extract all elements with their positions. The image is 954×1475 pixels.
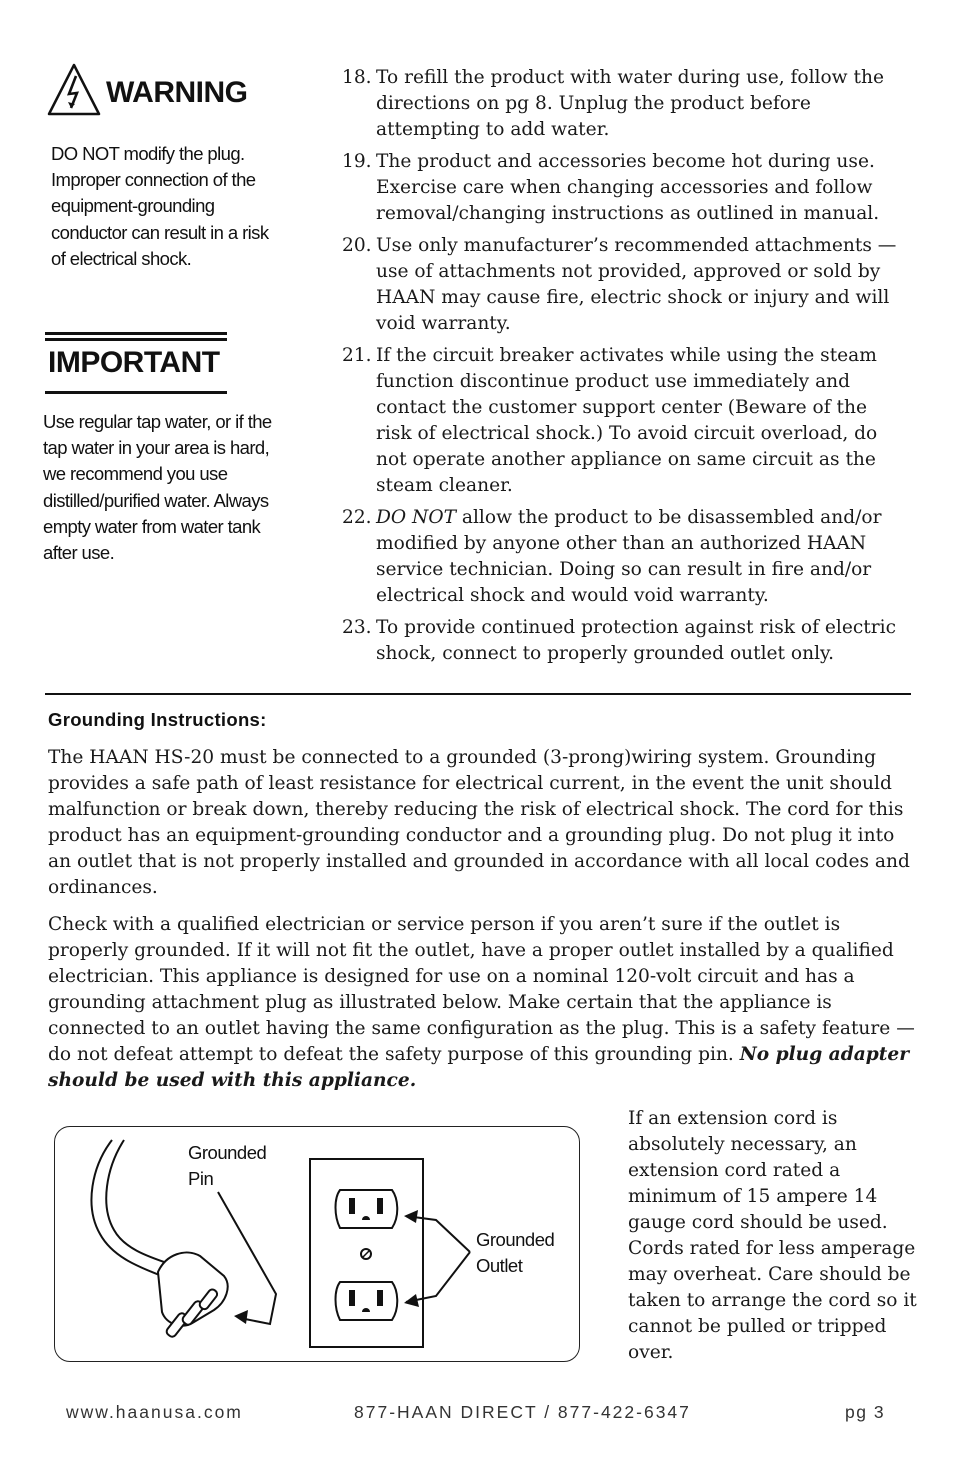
grounded-outlet-label [476, 1227, 554, 1279]
grounded-outlet-label-line-1: Grounded [476, 1229, 555, 1250]
warning-text: DO NOT modify the plug. Improper connection of the equipment-grounding conductor can result in a risk of electrical shock. [51, 143, 269, 269]
grounding-paragraph-2-text: Check with a qualified electrician or service person if you aren’t sure if the outlet is properly grounded. If it will not fit the outlet, have a proper outlet installed by a qualified electrician. This appliance is designed for use on a nominal 120-volt circuit and has a grounding attachment plug as illustrated below. Make certain that the appliance is connected to an outlet having the same configuration as the plug. This is a safety feature — do not defeat attempt to defeat the safety purpose of this grounding pin. [48, 914, 915, 1065]
grounding-paragraph-2 [48, 912, 916, 1094]
list-item [342, 65, 902, 143]
list-text: Use only manufacturer’s recommended attachments — use of attachments not provided, approved or sold by HAAN may cause fire, electric shock or injury and will void warranty. [376, 235, 897, 334]
list-text: If the circuit breaker activates while using the steam function discontinue product use immediately and contact the customer support center (Beware of the risk of electrical shock.) To avoid circuit overload, do not operate another appliance on same circuit as the steam cleaner. [376, 345, 878, 496]
list-emphasis: DO NOT [376, 507, 456, 528]
power-cord [91, 1140, 170, 1276]
list-number: 22. [342, 507, 372, 528]
list-item [342, 343, 902, 499]
footer-phone: 877-HAAN DIRECT / 877-422-6347 [354, 1402, 691, 1422]
list-number: 18. [342, 67, 372, 88]
important-rule-top-2 [45, 338, 227, 341]
extension-cord-text: If an extension cord is absolutely necessary, an extension cord rated a minimum of 15 ampere 14 gauge cord should be used. Cords rated for less amperage may overheat. Care should be taken to arrange the cord so it cannot be pulled or tripped over. [628, 1108, 917, 1363]
list-number: 21. [342, 345, 372, 366]
list-number: 19. [342, 151, 372, 172]
grounding-warning-emphasis: No plug adapter should be used with this appliance. [48, 1044, 909, 1091]
lower-receptacle [336, 1282, 398, 1320]
grounded-pin-label [188, 1140, 266, 1192]
list-text: The product and accessories become hot during use. Exercise care when changing accessories and follow removal/changing instructions as outlined in manual. [376, 151, 880, 224]
list-text: To refill the product with water during use, follow the directions on pg 8. Unplug the product before attempting to add water. [376, 67, 884, 140]
list-text: To provide continued protection against risk of electric shock, connect to properly grounded outlet only. [376, 617, 897, 664]
footer-page-number: pg 3 [845, 1402, 886, 1422]
list-item [342, 505, 902, 609]
important-text: Use regular tap water, or if the tap water in your area is hard, we recommend you use distilled/purified water. Always empty water from water tank after use. [43, 411, 272, 564]
list-number: 20. [342, 235, 372, 256]
important-title: IMPORTANT [48, 346, 220, 379]
footer-website: www.haanusa.com [66, 1402, 243, 1422]
list-item [342, 149, 902, 227]
upper-receptacle [336, 1190, 398, 1228]
grounded-pin-label-line-2: Pin [188, 1168, 214, 1189]
important-rule-top [45, 332, 227, 335]
grounding-paragraph-1: The HAAN HS-20 must be connected to a grounded (3-prong)wiring system. Grounding provides a safe path of least resistance for electrical current, in the event the unit should malfunction or break down, thereby reducing the risk of electrical shock. The cord for this product has an equipment-grounding conductor and a grounding plug. Do not plug it into an outlet that is not properly installed and grounded in accordance with all local codes and ordinances. [48, 747, 910, 898]
list-text: allow the product to be disassembled and/or modified by anyone other than an authorized HAAN service technician. Doing so can result in fire and/or electrical shock and would void warranty. [376, 507, 882, 606]
important-rule-bottom [45, 391, 227, 394]
safety-list [342, 65, 902, 673]
grounding-heading: Grounding Instructions: [48, 709, 267, 730]
grounded-outlet-label-line-2: Outlet [476, 1255, 523, 1276]
grounded-pin-label-line-1: Grounded [188, 1142, 267, 1163]
list-item [342, 615, 902, 667]
warning-icon [46, 62, 102, 118]
list-number: 23. [342, 617, 372, 638]
list-item [342, 233, 902, 337]
pin-arrow [218, 1192, 276, 1324]
warning-title: WARNING [106, 76, 248, 109]
section-divider [45, 693, 911, 695]
plug-icon [158, 1253, 228, 1339]
